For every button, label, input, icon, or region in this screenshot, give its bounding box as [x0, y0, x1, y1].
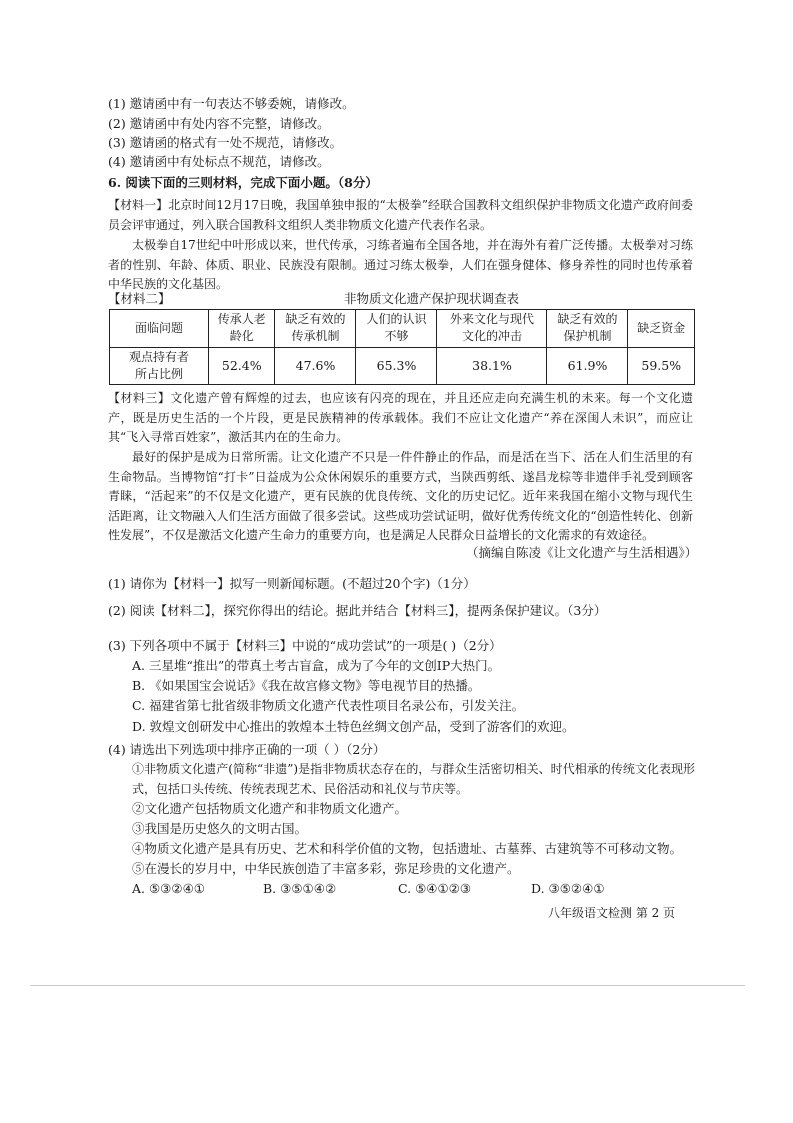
- sub4-sentence-5: ⑤在漫长的岁月中，中华民族创造了丰富多彩，弥足珍贵的文化遗产。: [132, 861, 520, 876]
- survey-table: [109, 309, 695, 385]
- sub-question-4: (4) 请选出下列选项中排序正确的一项（ ）（2分）: [108, 742, 386, 757]
- sub3-option-b: B. 《如果国宝会说话》《我在故宫修文物》等电视节目的热播。: [132, 678, 481, 693]
- table-cell: 47.6%: [275, 347, 356, 385]
- sub3-option-a: A. 三星堆“推出”的带真土考古盲盒，成为了今年的文创IP大热门。: [132, 658, 501, 673]
- material1-paragraph-1: 【材料一】北京时间12月17日晚，我国单独申报的“太极拳”经联合国教科文组织保护非物质文化遗产政府间委员会评审通过，列入联合国教科文组织人类非物质文化遗产代表作名录。: [108, 198, 693, 232]
- sub4-sentence-1: ①非物质文化遗产(简称“非遗”)是指非物质状态存在的，与群众生活密切相关、时代相承的传统文化表现形式，包括口头传统、传统表现艺术、民俗活动和礼仪与节庆等。: [132, 762, 695, 796]
- material3-paragraph-2: 最好的保护是成为日常所需。让文化遗产不只是一件件静止的作品，而是活在当下、活在人们生活里的有生命物品。当博物馆“打卡”日益成为公众休闲娱乐的重要方式，当陕西剪纸、遂昌龙棕等非遗伴手礼受到顾客青睐，“活起来”的不仅是文化遗产，更有民族的优良传统、文化的历史记忆。近年来我国在缩小文物与现代生活距离，让文物融入人们生活方面做了很多尝试。这些成功尝试证明，做好优秀传统文化的“创造性转化、创新性发展”，不仅是激活文化遗产生命力的重要方向，也是满足人民群众日益增长的文化需求的有效途径。: [108, 450, 693, 542]
- table-cell: 38.1%: [437, 347, 547, 385]
- sub-question-1: (1) 请你为【材料一】拟写一则新闻标题。(不超过20个字)（1分）: [108, 576, 476, 591]
- material2-label: 【材料二】: [108, 291, 171, 306]
- source-citation: （摘编自陈凌《让文化遗产与生活相遇》）: [466, 545, 698, 560]
- sub3-option-c: C. 福建省第七批省级非物质文化遗产代表性项目名录公布，引发关注。: [132, 698, 525, 713]
- q5-item-1: (1) 邀请函中有一句表达不够委婉，请修改。: [108, 96, 355, 111]
- table-column-header: 缺乏有效的 传承机制: [275, 310, 356, 348]
- table-cell: 59.5%: [628, 347, 695, 385]
- table-row-label: 观点持有者 所占比例: [110, 347, 209, 385]
- table-column-header: 传承人老 龄化: [209, 310, 275, 348]
- page-footer: 八年级语文检测 第 2 页: [548, 906, 676, 920]
- q5-item-3: (3) 邀请函的格式有一处不规范，请修改。: [108, 135, 343, 150]
- sub-question-3: (3) 下列各项中不属于【材料三】中说的“成功尝试”的一项是( )（2分）: [108, 638, 502, 653]
- q6-heading: 6. 阅读下面的三则材料，完成下面小题。（8分）: [108, 175, 378, 190]
- table-cell: 61.9%: [547, 347, 628, 385]
- q5-item-4: (4) 邀请函中有处标点不规范，请修改。: [108, 154, 330, 169]
- q5-item-2: (2) 邀请函中有处内容不完整，请修改。: [108, 116, 330, 131]
- sub4-sentence-2: ②文化遗产包括物质文化遗产和非物质文化遗产。: [132, 801, 408, 816]
- material1-paragraph-2: 太极拳自17世纪中叶形成以来，世代传承，习练者遍布全国各地，并在海外有着广泛传播。太极拳对习练者的性别、年龄、体质、职业、民族没有限制。通过习练太极拳，人们在强身健体、修身养性的同时也传承着中华民族的文化基因。: [108, 238, 693, 291]
- table-cell: 52.4%: [209, 347, 275, 385]
- table-row: [110, 347, 695, 385]
- sub4-option-d: D. ③⑤②④①: [531, 881, 605, 896]
- sub3-option-d: D. 敦煌文创研发中心推出的敦煌本土特色丝绸文创产品，受到了游客们的欢迎。: [132, 719, 575, 734]
- page-edge-divider: [30, 985, 745, 986]
- sub4-option-b: B. ③⑤①④②: [263, 881, 337, 896]
- sub4-option-c: C. ⑤④①②③: [398, 881, 472, 896]
- sub4-sentence-3: ③我国是历史悠久的文明古国。: [132, 821, 308, 836]
- table-column-header: 缺乏有效的 保护机制: [547, 310, 628, 348]
- table-cell: 65.3%: [356, 347, 437, 385]
- table-column-header: 缺乏资金: [628, 310, 695, 348]
- table-header-label: 面临问题: [110, 310, 209, 348]
- sub4-option-a: A. ⑤③②④①: [132, 881, 206, 896]
- table-title: 非物质文化遗产保护现状调查表: [344, 291, 520, 306]
- material3-paragraph-1: 【材料三】文化遗产曾有辉煌的过去，也应该有闪亮的现在，并且还应走向充满生机的未来。每一个文化遗产，既是历史生活的一个片段，更是民族精神的传承载体。我们不应让文化遗产“养在深闺人未识”，而应让其“飞入寻常百姓家”，激活其内在的生命力。: [108, 391, 693, 444]
- sub4-sentence-4: ④物质文化遗产是具有历史、艺术和科学价值的文物，包括遗址、古墓葬、古建筑等不可移动文物。: [132, 841, 683, 856]
- table-header-row: [110, 310, 695, 348]
- table-column-header: 外来文化与现代 文化的冲击: [437, 310, 547, 348]
- table-column-header: 人们的认识 不够: [356, 310, 437, 348]
- sub-question-2: (2) 阅读【材料二】，探究你得出的结论。据此并结合【材料三】，提两条保护建议。（3分）: [108, 603, 607, 618]
